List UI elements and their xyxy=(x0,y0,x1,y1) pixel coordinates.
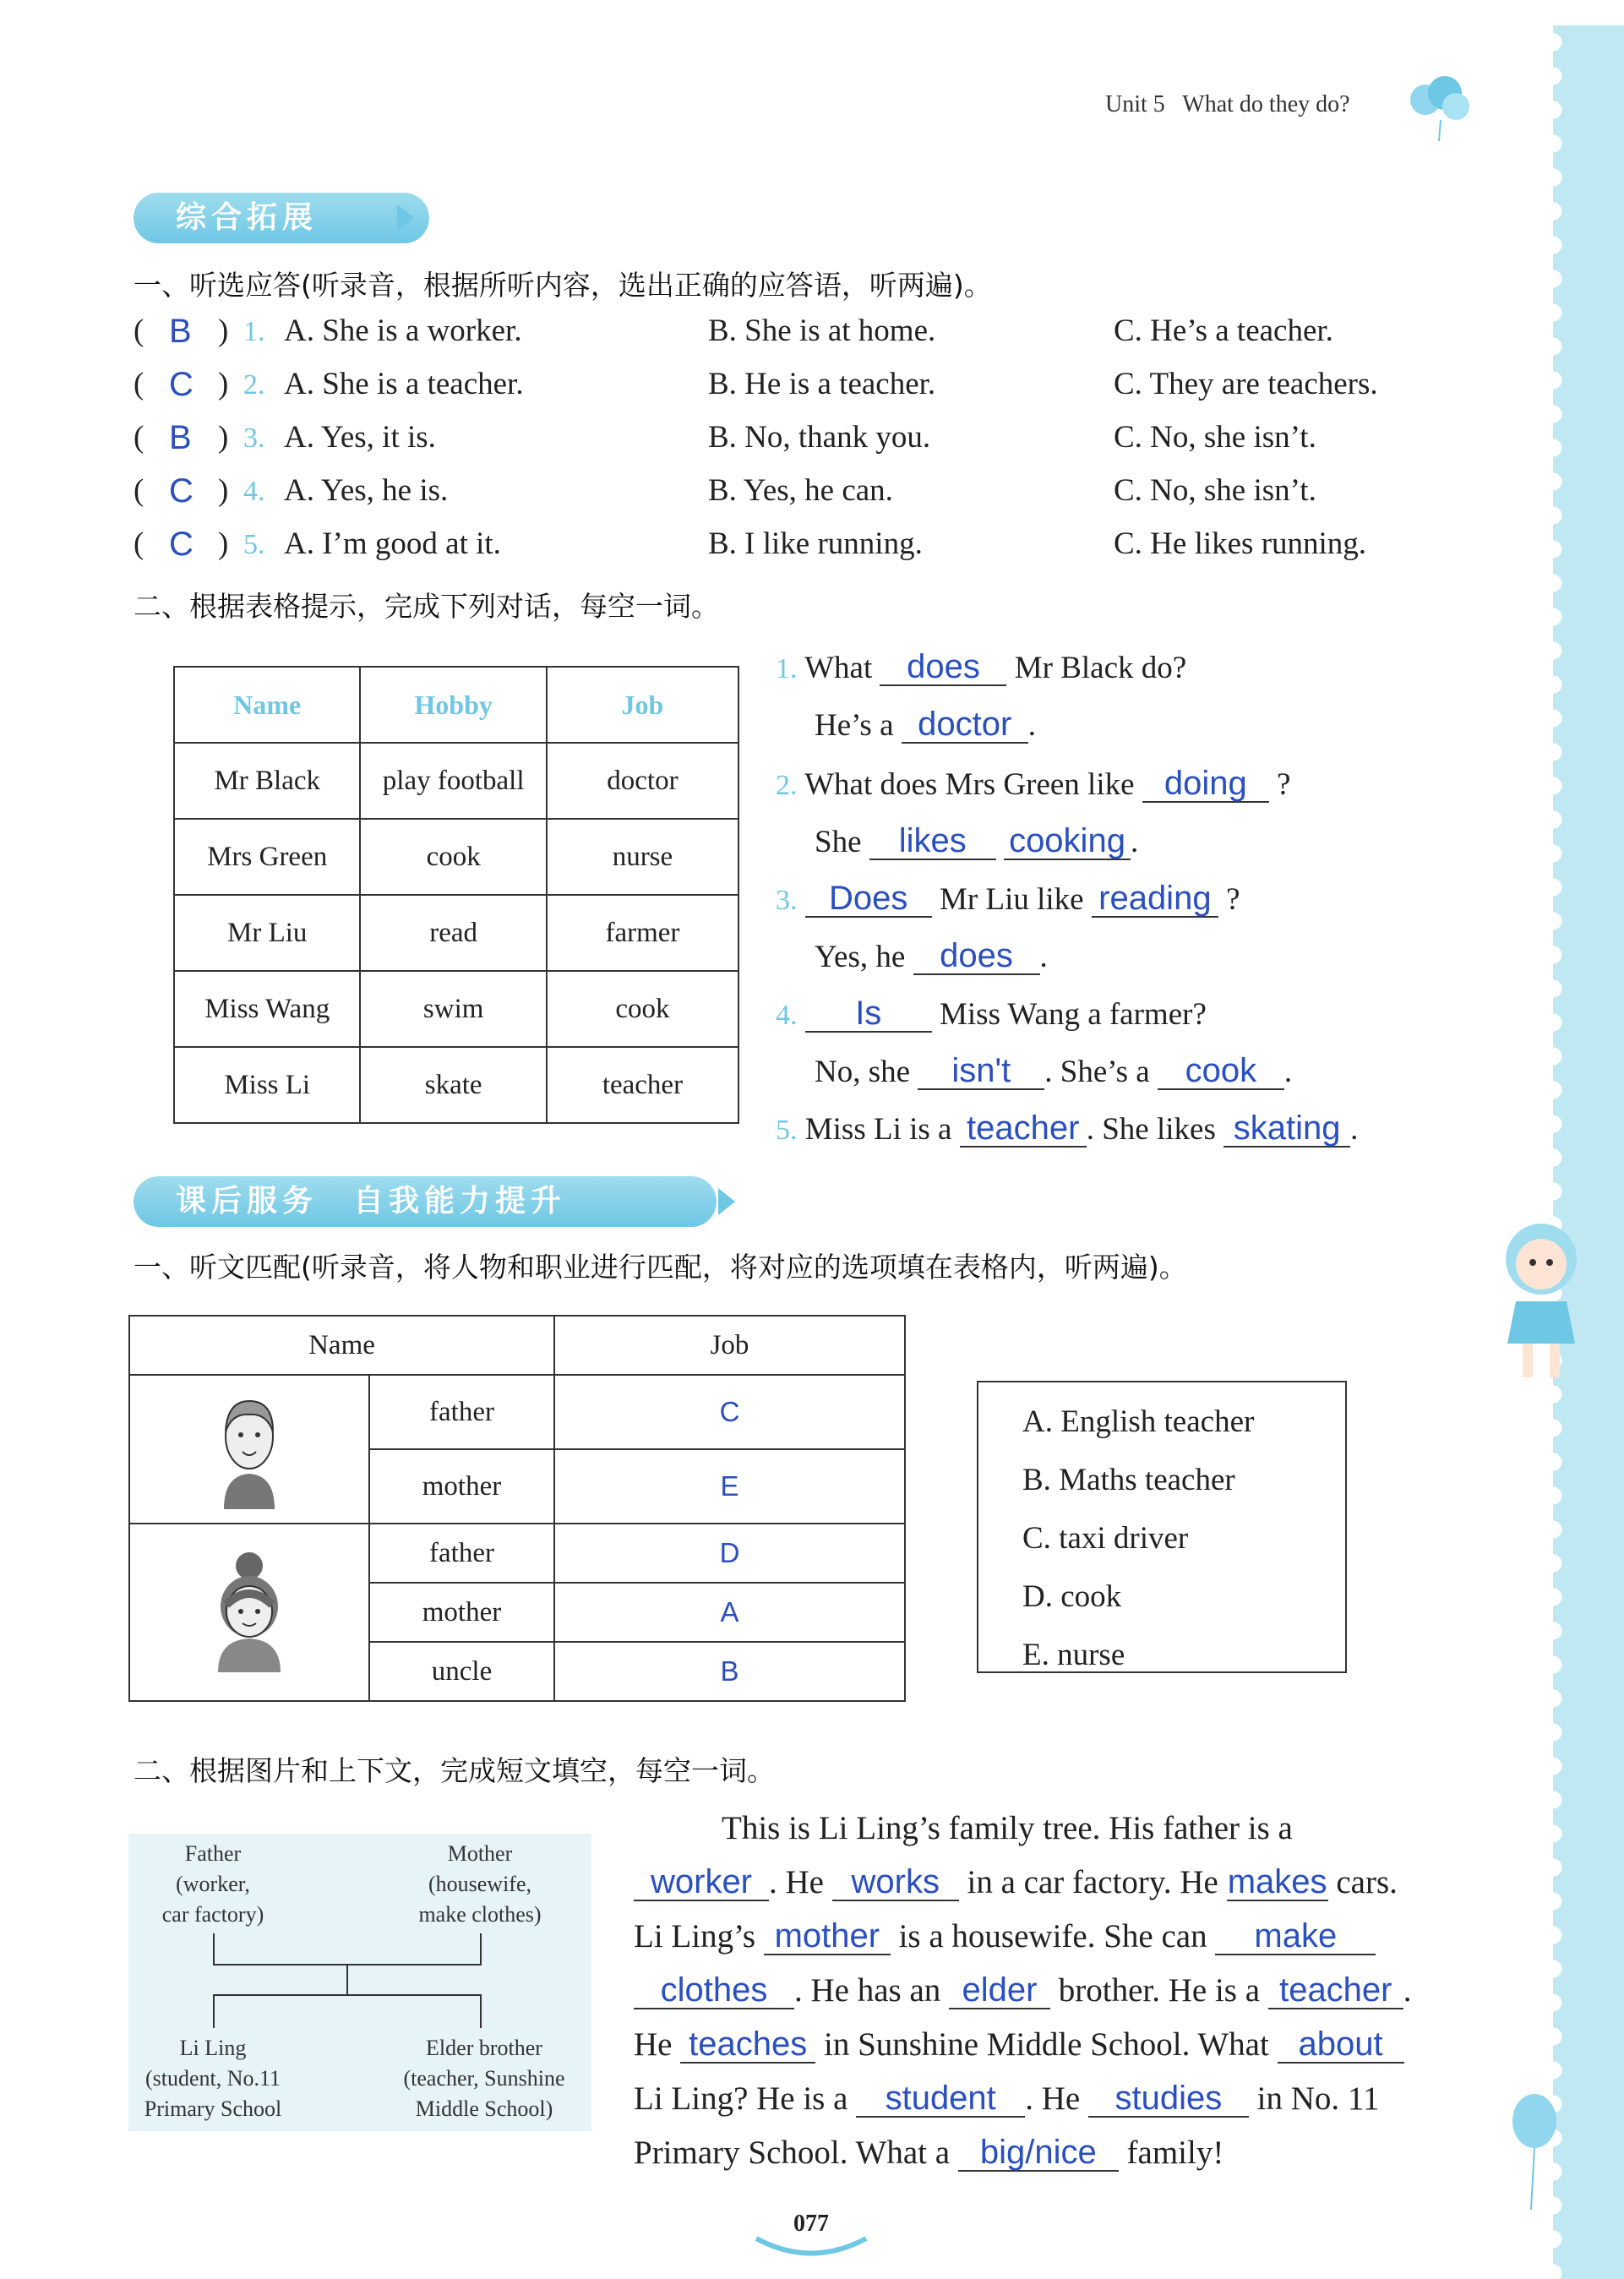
paren-close: ) xyxy=(218,367,229,401)
cell: doctor xyxy=(547,743,738,819)
q-number: 1. xyxy=(243,316,265,347)
answer-blank: mother xyxy=(764,1918,891,1955)
cell: read xyxy=(360,895,546,971)
passage-text: . He has an xyxy=(794,1972,941,2009)
choice-answer: C xyxy=(169,526,193,563)
option-a: A. I’m good at it. xyxy=(284,526,501,561)
tree-text: (housewife, xyxy=(428,1872,531,1896)
section-banner-extension: 综合拓展 xyxy=(134,193,429,243)
q-text: Miss Wang a farmer? xyxy=(940,997,1207,1032)
q-text: ? xyxy=(1226,882,1240,917)
tree-line xyxy=(213,1994,482,1996)
answer-blank: does xyxy=(913,938,1040,975)
q-text: What does Mrs Green like xyxy=(804,767,1135,802)
answer-blank: works xyxy=(832,1864,959,1901)
q-text: . xyxy=(1350,1112,1359,1147)
answer-blank: Is xyxy=(805,995,932,1033)
answer-blank: likes xyxy=(869,823,996,860)
q-text: . xyxy=(1131,825,1139,859)
answer-blank: student xyxy=(856,2080,1025,2118)
option-b: B. Yes, he can. xyxy=(708,473,893,508)
col-name: Name xyxy=(174,667,360,743)
option-c: C. He likes running. xyxy=(1114,526,1367,561)
dialogue-1b xyxy=(815,706,1036,744)
q-text: Yes, he xyxy=(815,940,906,974)
passage-line xyxy=(634,2072,1487,2126)
cell: skate xyxy=(360,1047,546,1123)
passage-text: Li Ling’s xyxy=(634,1918,756,1955)
passage-text: He xyxy=(634,2026,673,2063)
table-row xyxy=(174,1047,738,1123)
option-item: B. Maths teacher xyxy=(1022,1463,1235,1497)
hobby-job-table xyxy=(173,666,739,1124)
passage-line xyxy=(634,2126,1487,2180)
part4-heading: 二、根据图片和上下文，完成短文填空，每空一词。 xyxy=(134,1754,775,1787)
tree-text: Middle School) xyxy=(415,2096,553,2121)
passage-text: . He xyxy=(769,1864,824,1900)
answer-blank: elder xyxy=(949,1972,1050,2009)
q-text: She xyxy=(815,825,862,859)
cell: Mr Black xyxy=(174,743,360,819)
tree-line xyxy=(213,1994,215,2028)
tree-brother xyxy=(387,2033,581,2124)
passage-text: family! xyxy=(1126,2135,1224,2171)
relation-cell: mother xyxy=(369,1583,554,1642)
passage-text: . He xyxy=(1025,2080,1081,2117)
unit-title: What do they do? xyxy=(1182,91,1350,117)
q-number: 2. xyxy=(243,369,265,401)
table-row xyxy=(174,895,738,971)
answer-blank: make xyxy=(1215,1918,1376,1955)
cell: Miss Wang xyxy=(174,971,360,1047)
banner-arrow-icon xyxy=(397,204,414,232)
tree-line xyxy=(213,1933,215,1964)
cloze-passage xyxy=(634,1802,1487,2180)
job-answer: B xyxy=(554,1642,905,1701)
option-item: A. English teacher xyxy=(1022,1404,1255,1439)
cell: nurse xyxy=(547,819,738,895)
answer-blank: isn't xyxy=(918,1053,1044,1090)
cell: play football xyxy=(360,743,546,819)
option-c: C. They are teachers. xyxy=(1114,367,1378,401)
cell: Mrs Green xyxy=(174,819,360,895)
page-number: 077 xyxy=(793,2211,829,2237)
woman-portrait xyxy=(129,1524,369,1701)
passage-text: in a car factory. He xyxy=(967,1864,1218,1900)
choice-answer: C xyxy=(169,472,193,510)
man-avatar-icon xyxy=(207,1382,292,1509)
part3-heading: 一、听文匹配(听录音，将人物和职业进行匹配，将对应的选项填在表格内，听两遍)。 xyxy=(134,1251,1187,1284)
dialogue-2b xyxy=(815,823,1138,860)
q-text: What xyxy=(804,651,873,685)
col-hobby: Hobby xyxy=(360,667,546,743)
cell: Mr Liu xyxy=(174,895,360,971)
dialogue-3 xyxy=(776,881,1240,918)
q-number: 5. xyxy=(243,529,265,560)
answer-blank: Does xyxy=(805,881,932,918)
q-text: No, she xyxy=(815,1055,911,1089)
family-tree xyxy=(128,1834,591,2131)
q-number: 3. xyxy=(243,423,265,454)
q-text: Mr Black do? xyxy=(1014,651,1187,685)
wave-edge xyxy=(1553,25,1573,2279)
option-a: A. She is a worker. xyxy=(284,313,522,348)
q-text: Mr Liu like xyxy=(940,882,1084,917)
option-c: C. No, she isn’t. xyxy=(1114,420,1316,455)
choice-answer: C xyxy=(169,366,193,403)
tree-text: make clothes) xyxy=(418,1902,542,1927)
girl-cartoon-icon xyxy=(1497,1208,1590,1386)
option-c: C. No, she isn’t. xyxy=(1114,473,1316,508)
answer-blank: cook xyxy=(1158,1053,1284,1090)
tree-text: car factory) xyxy=(161,1902,264,1927)
table-row xyxy=(174,819,738,895)
dialogue-4b xyxy=(815,1053,1292,1090)
paren-close: ) xyxy=(218,313,229,348)
q-number: 1. xyxy=(776,653,798,684)
passage-text: brother. He is a xyxy=(1058,1972,1261,2009)
answer-blank: clothes xyxy=(634,1972,794,2009)
dialogue-5 xyxy=(776,1110,1358,1148)
table-row xyxy=(174,743,738,819)
page-number-swoosh-icon xyxy=(752,2234,870,2260)
table-row xyxy=(174,971,738,1047)
paren-open: ( xyxy=(134,367,144,401)
q-text: . xyxy=(1283,1055,1293,1089)
passage-text: Li Ling? He is a xyxy=(634,2080,848,2117)
answer-blank: teacher xyxy=(960,1110,1087,1148)
tree-text: Li Ling xyxy=(179,2036,247,2060)
woman-avatar-icon xyxy=(203,1546,296,1672)
relation-cell: father xyxy=(369,1375,554,1449)
tree-line xyxy=(480,1933,482,1964)
q-text: . xyxy=(1039,940,1048,974)
relation-cell: father xyxy=(369,1524,554,1583)
paren-open: ( xyxy=(134,313,144,348)
answer-blank: reading xyxy=(1092,881,1218,918)
q-text: He’s a xyxy=(815,708,894,743)
option-a: A. She is a teacher. xyxy=(284,367,524,401)
option-a: A. Yes, it is. xyxy=(284,420,436,455)
passage-line xyxy=(634,1910,1487,1964)
cell: teacher xyxy=(547,1047,738,1123)
unit-label: Unit 5 xyxy=(1105,91,1165,117)
tree-text: (worker, xyxy=(176,1872,250,1896)
paren-open: ( xyxy=(134,473,144,508)
tree-mother xyxy=(395,1839,564,1930)
job-answer: E xyxy=(554,1449,905,1524)
option-item: E. nurse xyxy=(1022,1638,1125,1672)
banner-arrow-icon xyxy=(718,1188,735,1215)
job-answer: D xyxy=(554,1524,905,1583)
answer-blank: big/nice xyxy=(958,2135,1119,2172)
answer-blank: about xyxy=(1278,2026,1404,2064)
passage-text: . xyxy=(1403,1972,1412,2009)
answer-blank: doing xyxy=(1142,766,1269,803)
running-header xyxy=(1105,91,1350,118)
answer-blank: teaches xyxy=(680,2026,815,2064)
relation-cell: uncle xyxy=(369,1642,554,1701)
option-item: D. cook xyxy=(1022,1579,1122,1614)
q-text: . She likes xyxy=(1086,1112,1216,1147)
option-b: B. No, thank you. xyxy=(708,420,931,455)
cell: cook xyxy=(360,819,546,895)
dialogue-4 xyxy=(776,995,1207,1033)
cell: Miss Li xyxy=(174,1047,360,1123)
paren-close: ) xyxy=(218,473,229,508)
man-portrait xyxy=(129,1375,369,1524)
option-item: C. taxi driver xyxy=(1022,1521,1189,1556)
paren-open: ( xyxy=(134,420,144,455)
passage-text: in Sunshine Middle School. What xyxy=(823,2026,1269,2063)
q-number: 5. xyxy=(776,1115,798,1146)
answer-blank: doctor xyxy=(902,706,1028,744)
section-banner-after-class: 课后服务 自我能力提升 xyxy=(134,1176,717,1227)
dialogue-1 xyxy=(776,649,1186,686)
cell: cook xyxy=(547,971,738,1047)
q-number: 4. xyxy=(776,1000,798,1031)
q-number: 2. xyxy=(776,770,798,801)
balloon-icon xyxy=(1506,2087,1565,2214)
match-table xyxy=(128,1315,906,1702)
option-a: A. Yes, he is. xyxy=(284,473,449,508)
choice-answer: B xyxy=(169,419,192,456)
option-c: C. He’s a teacher. xyxy=(1114,313,1333,348)
tree-text: (student, No.11 xyxy=(144,2066,281,2091)
passage-line xyxy=(634,2018,1487,2072)
q-text: . She’s a xyxy=(1044,1055,1150,1089)
answer-blank: makes xyxy=(1227,1863,1327,1900)
passage-line xyxy=(634,1856,1487,1910)
dialogue-2 xyxy=(776,766,1290,803)
job-answer: A xyxy=(554,1583,905,1642)
passage-text: Primary School. What a xyxy=(634,2135,951,2171)
option-b: B. I like running. xyxy=(708,526,923,561)
tree-father xyxy=(145,1839,281,1930)
passage-text: is a housewife. She can xyxy=(898,1918,1207,1955)
relation-cell: mother xyxy=(369,1449,554,1524)
q-text: ? xyxy=(1277,767,1291,802)
dialogue-3b xyxy=(815,938,1048,975)
answer-blank: skating xyxy=(1223,1110,1350,1148)
col-job: Job xyxy=(547,667,738,743)
part2-heading: 二、根据表格提示，完成下列对话，每空一词。 xyxy=(134,590,719,623)
option-b: B. She is at home. xyxy=(708,313,936,348)
option-b: B. He is a teacher. xyxy=(708,367,936,401)
col-name: Name xyxy=(129,1316,554,1375)
passage-line xyxy=(634,1964,1487,2018)
tree-text: Primary School xyxy=(144,2096,282,2121)
tree-text: Father xyxy=(184,1841,242,1866)
tree-text: Elder brother xyxy=(426,2036,542,2060)
tree-liling xyxy=(128,2033,297,2124)
paren-close: ) xyxy=(218,526,229,561)
cell: swim xyxy=(360,971,546,1047)
passage-text: in No. 11 xyxy=(1256,2080,1380,2117)
passage-text: This is Li Ling’s family tree. His father is a xyxy=(722,1810,1293,1846)
tree-text: (teacher, Sunshine xyxy=(403,2066,565,2091)
answer-blank: studies xyxy=(1088,2080,1249,2118)
answer-blank: worker xyxy=(634,1864,769,1901)
col-job: Job xyxy=(554,1316,905,1375)
tree-text: Mother xyxy=(447,1841,513,1866)
part1-heading: 一、听选应答(听录音，根据所听内容，选出正确的应答语，听两遍)。 xyxy=(134,269,992,302)
paren-open: ( xyxy=(134,526,144,561)
q-number: 4. xyxy=(243,476,265,507)
options-box xyxy=(977,1381,1347,1673)
q-text: Miss Li is a xyxy=(804,1112,952,1147)
tree-line xyxy=(480,1994,482,2028)
answer-blank: cooking xyxy=(1004,823,1131,860)
q-text: . xyxy=(1027,708,1036,743)
paren-close: ) xyxy=(218,420,229,455)
q-number: 3. xyxy=(776,885,798,916)
answer-blank: does xyxy=(880,649,1006,686)
job-answer: C xyxy=(554,1375,905,1449)
answer-blank: teacher xyxy=(1268,1972,1403,2009)
choice-answer: B xyxy=(169,313,192,350)
cell: farmer xyxy=(547,895,738,971)
tree-line xyxy=(346,1964,348,1994)
passage-text: cars. xyxy=(1336,1864,1398,1900)
balloon-icon xyxy=(1407,69,1474,145)
